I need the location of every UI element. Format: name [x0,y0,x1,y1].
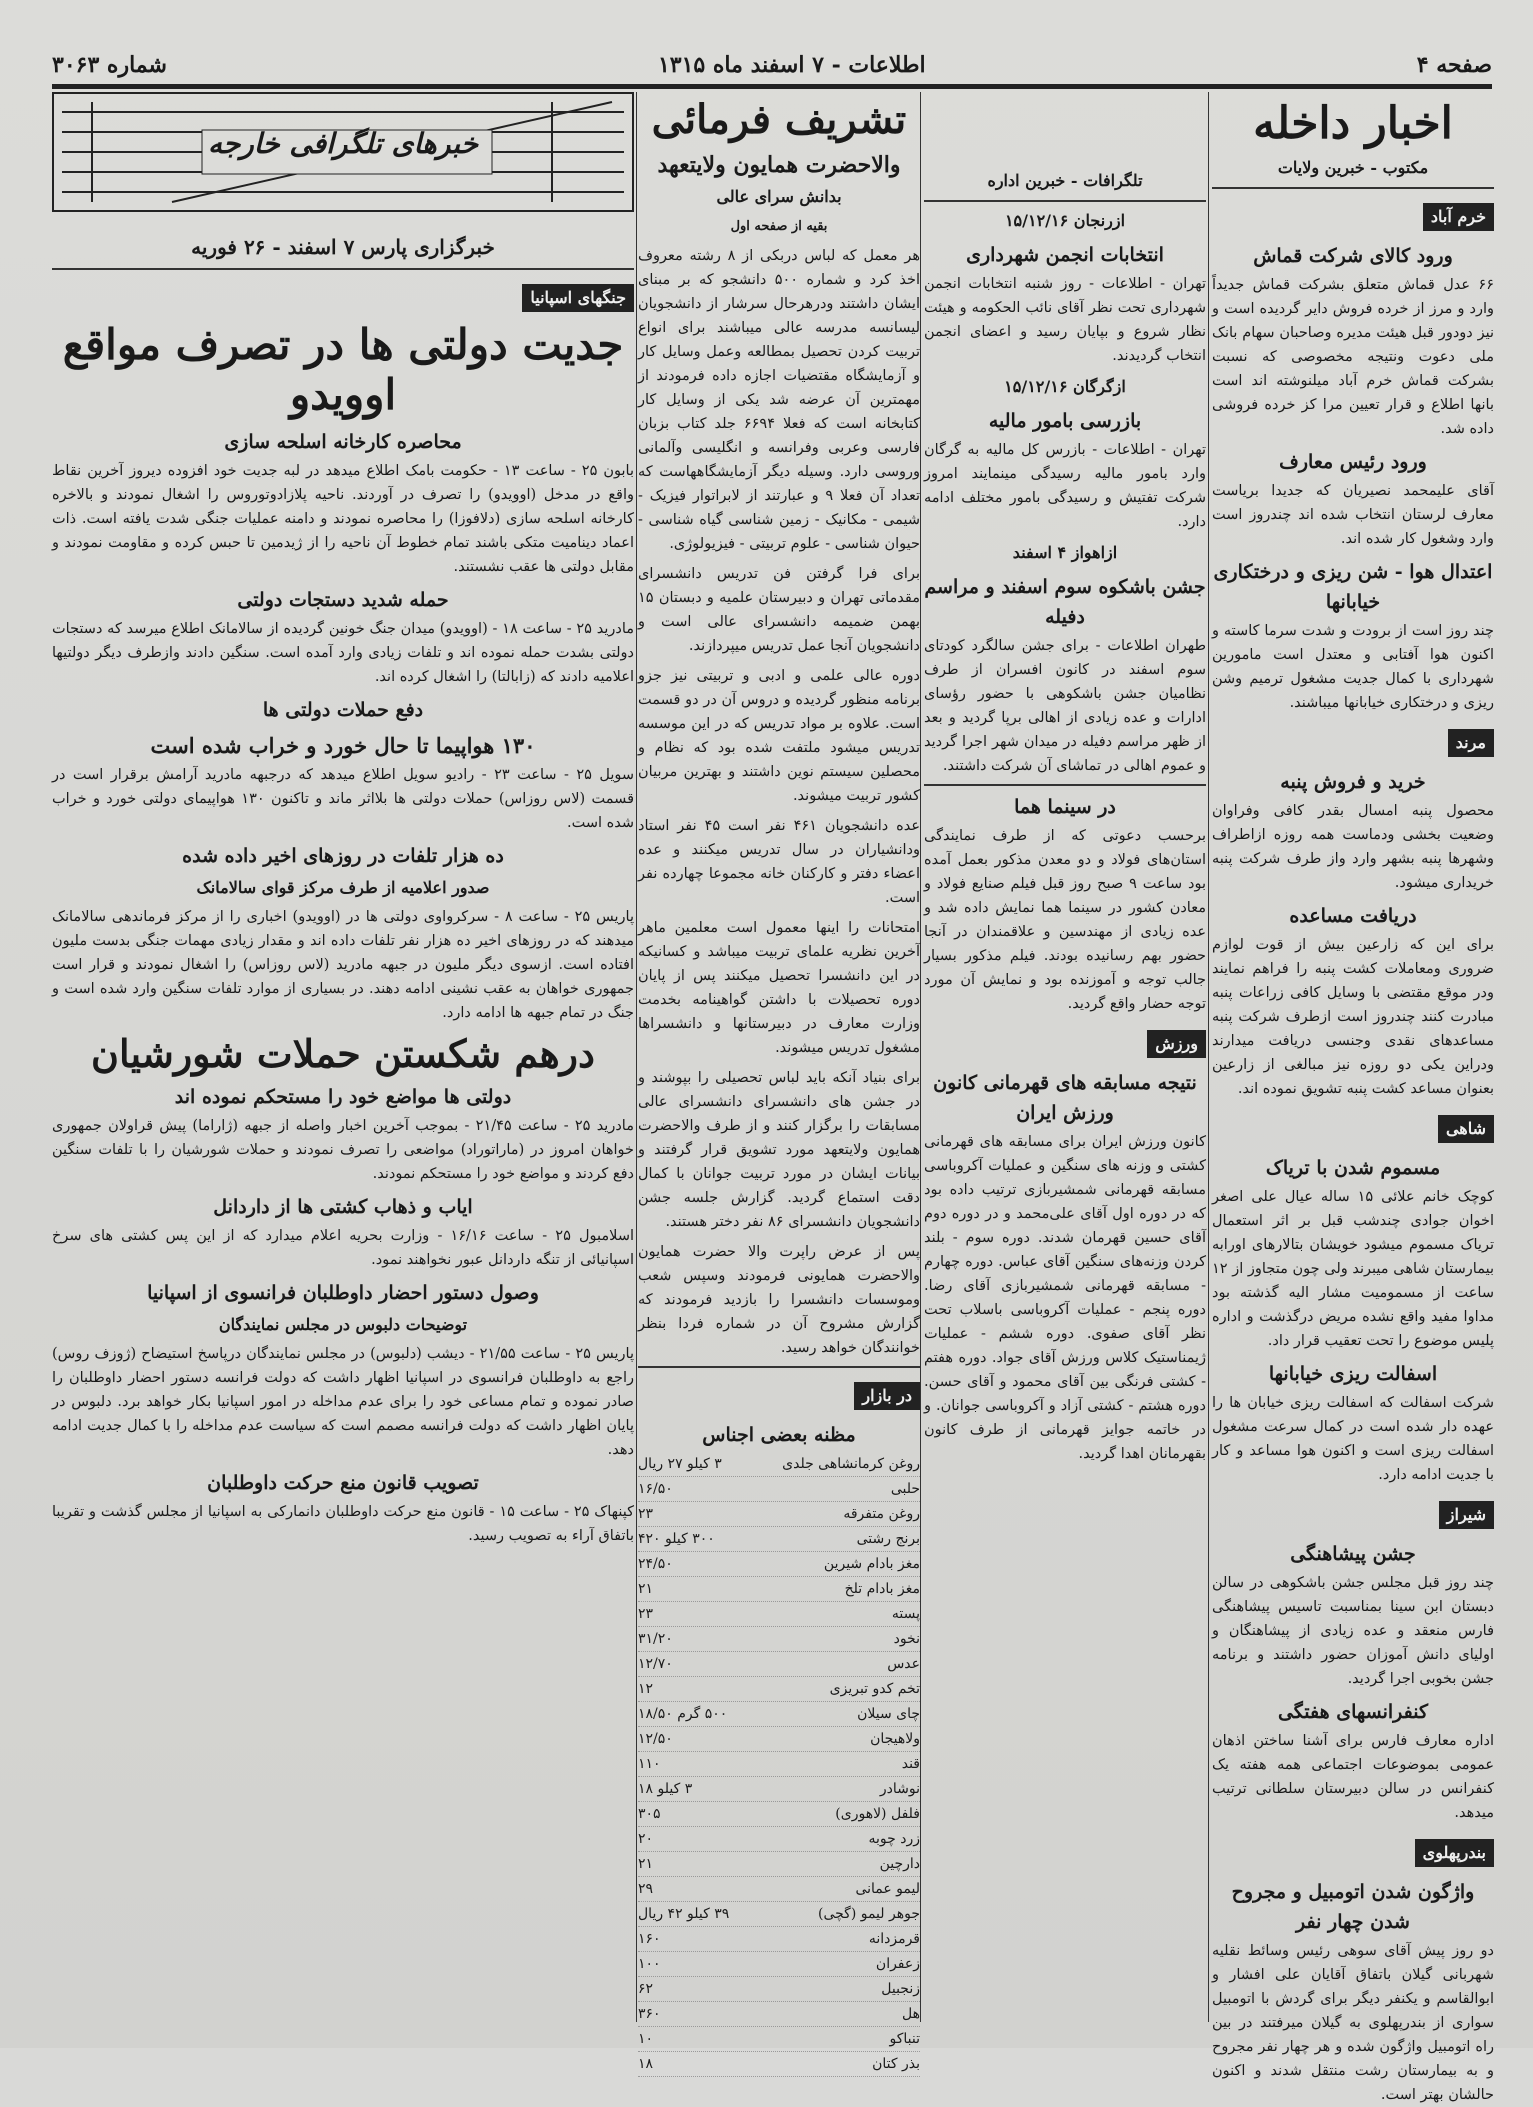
price-row [638,1452,920,1477]
issue-number: شماره ۳۰۶۳ [52,52,167,78]
price-row [638,2052,920,2077]
page-header [52,50,1492,80]
price-row [638,1577,920,1602]
column-telegrams [924,92,1206,2028]
article-paragraph: دوره عالی علمی و ادبی و تربیتی نیز جزو برنامه منظور گردیده و دروس آن در دو قسمت است. علاوه بر مواد تدریس که در این موسسه تدریس میشود ملتفت شده بود که نظام و محصلین سیستم نوین داشتند و بهترین مربیان کشور تربیت میشوند. [638,668,920,804]
news-headline: اعتدال هوا - شن ریزی و درختکاری خیابانها [1213,560,1493,613]
dateline: ازرنجان ۱۵/۱۲/۱۶ [1004,211,1126,230]
news-body: کوچک خانم علائی ۱۵ ساله عیال علی اصغر اخوان جوادی چندشب قبل بر اثر استعمال تریاک مسموم میشود خویشان بتالارهای اورابه بیمارستان شاهی میبرند ولی چون متجاوز از ۱۲ ساعت از مسمومیت مشار الیه گذشته بود مداوا مفید واقع نشده مریض درگذشت و اداره پلیس موضوع را تحت تعقیب قرار داد. [1212,1188,1495,1349]
news-headline: ورود رئیس معارف [1279,450,1427,473]
divider [52,268,634,270]
news-headline: وصول دستور احضار داوطلبان فرانسوی از اسپانیا [147,1282,539,1305]
commodity-price: ۳۶۰ [638,2006,661,2022]
commodity-price: ۲۳ [638,1506,654,1522]
news-body: طهران اطلاعات - برای جشن سالگرد کودتای سوم اسفند در کانون افسران از طرف نظامیان جشن باشکوهی با حضور رؤسای ادارات و عده زیادی از اهالی برپا گردید و بعد از ظهر مراسم دفیله در میدان شهر اجرا گردید و عموم اهالی در تماشای آن شرکت داشتند. [924,638,1206,774]
commodity-name: زنجبیل [881,1981,920,1997]
place-label: شیراز [1439,1501,1494,1529]
section-title: اخبار داخله [1253,98,1453,149]
news-headline: تصویب قانون منع حرکت داوطلبان [207,1472,479,1495]
commodity-name: تخم کدو تبریزی [829,1681,920,1697]
commodity-price: ۳۰۰ کیلو ۴۲۰ [638,1531,715,1547]
news-body: برای این که زارعین بیش از قوت لوازم ضروری ومعاملات کشت پنبه را فراهم نمایند ودر موقع مقتضی با وسایل کافی زراعات پنبه مبادرت کنند چندروز است ازطرف شرکت پنبه مساعدهای نقدی وجنسی دریافت میدارند ودراین یکی دو روزه نیز مبالغی از زارعین بعنوان مساعد کشت پنبه تشویق نموده اند. [1212,936,1494,1097]
commodity-price: ۳ کیلو ۲۷ ریال [638,1456,722,1472]
commodity-name: لیمو عمانی [855,1881,920,1897]
commodity-price: ۱۲/۷۰ [638,1656,673,1672]
commodity-price: ۲۱ [638,1856,654,1872]
commodity-price: ۳۱/۲۰ [638,1631,673,1647]
news-body: برحسب دعوتی که از طرف نمایندگی استان‌های فولاد و دو معدن مذکور بعمل آمده بود ساعت ۹ صبح روز قبل فیلم صنایع فولاد و معادن کشور در سینما هما نمایش داده شد و عده زیادی از مهندسین و علاقمندان در آنجا حضور بهم رسانیده بودند. فیلم مذکور بسیار جالب توجه و آموزنده بود و نمایش آن مورد توجه حضار واقع گردید. [924,828,1206,1012]
commodity-name: هل [902,2006,920,2022]
section-subtitle: تلگرافات - خبرین اداره [987,171,1143,190]
article-paragraph: برای بنیاد آنکه باید لباس تحصیلی را بپوشند و در جشن های دانشسرای دانشسرای عالی مسابقات را برگزار کنند و از طرف والاحضرت همایون ولایتعهد مورد تشویق قرار گرفتند و بیانات ایشان در مورد تربیت جوانان با کمال دقت استماع گردید. گزارش جلسه جشن دانشجویان دانشسرای ۸۶ نفر دختر هستند. [638,1070,920,1230]
main-headline: جدیت دولتی ها در تصرف مواقع اوویدو [62,320,624,420]
market-title: مظنه بعضی اجناس [702,1424,856,1446]
price-row [638,1852,920,1877]
news-headline: دریافت مساعده [1289,904,1417,927]
price-row [638,1477,920,1502]
news-agency-dateline: خبرگزاری پارس ۷ اسفند - ۲۶ فوریه [191,235,495,259]
article-paragraph: برای فرا گرفتن فن تدریس دانشسرای مقدماتی تهران و دبیرستان علمیه و دبستان ۱۵ بهمن ضمیمه دانشسرای عالی است و دانشجویان آنجا عمل تدریس میپردازند. [638,566,920,654]
price-row [638,1727,920,1752]
news-headline: انتخابات انجمن شهرداری [966,244,1164,266]
price-row [638,1702,920,1727]
news-headline: در سینما هما [1014,796,1116,818]
price-row [638,1552,920,1577]
header-rule [52,84,1492,89]
news-subheadline: توضیحات دلبوس در مجلس نمایندگان [218,1315,468,1335]
news-body: آقای علیمحمد نصیریان که جدیدا بریاست معارف لرستان انتخاب شده اند چندروز است وارد وشغول کار شده اند. [1212,482,1494,547]
commodity-name: جوهر لیمو (گچی) [817,1906,920,1922]
market-section-label: در بازار [854,1382,920,1410]
news-headline: اسفالت ریزی خیابانها [1268,1362,1438,1385]
commodity-price: ۳ کیلو ۱۸ [638,1781,693,1797]
commodity-name: نوشادر [879,1781,920,1797]
price-table [638,1452,920,2077]
sub-headline: محاصره کارخانه اسلحه سازی [224,430,462,453]
price-row [638,1752,920,1777]
commodity-price: ۳۹ کیلو ۴۲ ریال [638,1906,730,1922]
article-paragraph: امتحانات را اینها معمول است معلمین ماهر آخرین نظریه علمای تربیت میباشد و کسانیکه در این دانشسرا تحصیل میکنند پس از پایان دوره تحصیلات با داشتن گواهینامه بخدمت وزارت معارف در دبیرستانها و دانشسراها مشغول تدریس میشوند. [638,920,920,1056]
news-headline: جشن باشکوه سوم اسفند و مراسم دفیله [924,576,1206,628]
commodity-price: ۲۰ [638,1831,654,1847]
commodity-price: ۳۰۵ [638,1806,661,1822]
price-row [638,1977,920,2002]
news-headline: دفع حملات دولتی ها [262,698,424,721]
news-body: تهران - اطلاعات - روز شنبه انتخابات انجمن شهرداری تحت نظر آقای نائب الحکومه و هیئت نظار شروع و بپایان رسید و اعضای انجمن انتخاب گردیدند. [924,276,1206,364]
commodity-price: ۱۲ [638,1681,654,1697]
price-row [638,1502,920,1527]
commodity-name: پسته [891,1606,920,1622]
news-subheadline: صدور اعلامیه از طرف مرکز قوای سالامانک [196,877,490,897]
column-divider [1208,92,1209,2022]
commodity-name: روغن متفرقه [843,1506,920,1522]
commodity-price: ۱۸ [638,2056,654,2072]
commodity-name: مغز بادام تلخ [844,1581,920,1597]
divider [924,784,1206,786]
price-row [638,2002,920,2027]
news-headline: ده هزار تلفات در روزهای اخیر داده شده [182,844,504,867]
commodity-price: ۱۲/۵۰ [638,1731,673,1747]
commodity-price: ۱۶/۵۰ [638,1481,673,1497]
price-row [638,1777,920,1802]
column-foreign-telegrams [52,92,634,2028]
commodity-price: ۱۰۰ [638,1956,661,1972]
news-body: تهران - اطلاعات - بازرس کل مالیه به گرگان وارد بامور مالیه رسیدگی مینمایند امروز شرکت تفتیش و رسیدگی بامور مختلف ادامه دارد. [924,442,1206,530]
news-headline: حمله شدید دستجات دولتی [237,588,449,611]
divider [924,200,1206,202]
commodity-name: دارچین [879,1856,920,1872]
news-headline: ۱۳۰ هواپیما تا حال خورد و خراب شده است [150,732,536,758]
price-row [638,1627,920,1652]
dateline: ازگرگان ۱۵/۱۲/۱۶ [1004,377,1126,396]
continuation-note: بقیه از صفحه اول [730,219,828,234]
article-paragraph: پس از عرض راپرت والا حضرت همایون والاحضرت همایونی فرمودند وسپس شعب وموسسات دانشسرا را بازدید فرمودند که گزارش مشروح آن در شماره فردا بنظر خوانندگان خواهد رسید. [638,1244,920,1356]
sub-headline: دولتی ها مواضع خود را مستحکم نموده اند [174,1086,512,1109]
news-headline: ورود کالای شرکت قماش [1253,244,1453,267]
dateline: ازاهواز ۴ اسفند [1012,543,1118,562]
article-paragraph: عده دانشجویان ۴۶۱ نفر است ۴۵ نفر استاد ودانشیاران در سال تدریس میکنند و عده اعضاء دفتر و کارکنان خانه مجموعا چهارده نفر است. [638,818,920,906]
commodity-price: ۱۰ [638,2031,654,2047]
price-row [638,1652,920,1677]
commodity-name: تنباکو [889,2031,920,2047]
news-body: چند روز است از برودت و شدت سرما کاسته و اکنون هوا آفتابی و معتدل است مامورین شهرداری با کمال جدیت مشغول ترمیم وشن ریزی و درختکاری خیابانها میباشند. [1212,622,1494,711]
place-label: خرم آباد [1423,203,1494,231]
sport-headline: نتیجه مسابقه های قهرمانی کانون ورزش ایران [933,1072,1197,1124]
news-headline: ایاب و ذهاب کشتی ها از داردانل [213,1196,473,1219]
commodity-name: زرد چوبه [868,1831,920,1847]
column-crown-prince-visit [638,92,920,2072]
news-headline: کنفرانسهای هفتگی [1277,1700,1429,1723]
news-body: ۶۶ عدل قماش متعلق بشرکت قماش جدیداً وارد و مرز از خرده فروش دایر گردیده است و نیز دودور قبل هیئت مدیره وصاحبان سهام بانک ملی دعوت ونتیجه مخصوصی که نسبت بشرکت قماش خرم آباد میلنوشته اند است بانها اطلاع و قرار تعیین مرا کز خرده فروشی داده شد. [1212,276,1494,437]
commodity-name: نخود [893,1631,920,1647]
commodity-price: ۱۱۰ [638,1756,661,1772]
news-body: بابون ۲۵ - ساعت ۱۳ - حکومت بامک اطلاع میدهد در لبه جدیت خود افزوده دیروز آخرین نقاط واقع در مدخل (اوویدو) را تصرف در آوردند. ناحیه پلازادوتوروس را اشغال نمودند و بالاخره کارخانه اسلحه سازی (دلافوزا) را محاصره نمودند و دامنه عملیات جنگی شدت یافته است. ذات اعماد دینامیت متکی باشند تمام خطوط آن ناحیه را از ژیدمین تا حبس کرده و مقاومت نمودند و مقابل دولتی ها عقب نشستند. [52,462,634,575]
commodity-price: ۲۹ [638,1881,654,1897]
price-row [638,2027,920,2052]
price-row [638,1602,920,1627]
section-label: جنگهای اسپانیا [522,284,634,312]
commodity-name: چای سیلان [857,1706,920,1722]
news-body: مادرید ۲۵ - ساعت ۱۸ - (اوویدو) میدان جنگ خونین گردیده از سالامانک اطلاع میرسد که دستجات دولتی بشدت حمله نموده اند و تلفات زیادی وارد آمده است. سنگین دادند وازطرف دیگر دولتیها اعلامیه دادند که (زابالتا) را اشغال کرده اند. [52,620,635,685]
commodity-name: قرمزدانه [868,1931,920,1947]
news-headline: جشن پیشاهنگی [1290,1542,1416,1565]
spacer [924,92,1206,164]
news-body: اسلامبول ۲۵ - ساعت ۱۶/۱۶ - وزارت بحریه اعلام میدارد که از این پس کشتی های سرخ اسپانیائی از تنگه داردانل عبور نخواهند نمود. [52,1228,635,1269]
commodity-price: ۵۰۰ گرم ۱۸/۵۰ [638,1706,728,1722]
commodity-name: حلبی [890,1481,920,1497]
news-body: شرکت اسفالت که اسفالت ریزی خیابان ها را عهده دار شده است در کمال سرعت مشغول اسفالت ریزی است و اکنون هوا مساعد و کار با جدیت ادامه دارد. [1212,1394,1494,1483]
section-subtitle: مکتوب - خبرین ولایات [1277,157,1429,177]
commodity-name: عدس [887,1656,920,1672]
column-divider [920,92,921,2022]
divider [638,1366,920,1368]
price-row [638,1802,920,1827]
commodity-name: فلفل (لاهوری) [835,1806,920,1822]
news-body: کپنهاک ۲۵ - ساعت ۱۵ - قانون منع حرکت داوطلبان دانمارکی به اسپانیا از مجلس گذشت و تقریبا باتفاق آراء به تصویب رسید. [52,1504,634,1545]
page-number: صفحه ۴ [1416,52,1492,78]
divider [1212,187,1494,189]
place-label: شاهی [1438,1115,1494,1143]
news-body: دو روز پیش آقای سوهی رئیس وسائط نقلیه شهربانی گیلان باتفاق آقایان علی افشار و ابوالقاسم و یکنفر دیگر برای گردش با اتومبیل سواری از بندرپهلوی به گیلان میرفتند در بین راه اتومبیل واژگون شده و هر چهار نفر مجروح و به بیمارستان رشت منتقل شدند و اکنون حالشان بهتر است. [1212,1942,1494,2103]
article-paragraph: هر معمل که لباس دربکی از ۸ رشته معروف اخذ کرد و شماره ۵۰۰ دانشجو که بر مبنای ایشان داشتند ودرهرحال سرشار از دانشجویان لیسانسه مدرسه عالی میباشند برای انواع تربیت کردن تحصیل بمطالعه وعمل وسایل کار و آزمایشگاه مقتضیات اجازه داده فرمودند از مهمترین آن عرضه شد یکی از وسایل کار کتابخانه است که فعلا ۶۶۹۴ جلد کتاب بزبان فارسی وعربی وفرانسه و انگلیسی وآلمانی وروسی دارد. وسیله دیگر آزمایشگاههاست که تعداد آن فعلا ۹ و عبارتند از لابراتوار فیزیک - شیمی - مکانیک - زمین شناسی گیاه شناسی - حیوان شناسی - علوم تربیتی - فیزیولوژی. [638,248,920,552]
commodity-name: زعفران [875,1956,920,1972]
news-body: پاریس ۲۵ - ساعت ۸ - سرکرواوی دولتی ها در (اوویدو) اخباری را از مرکز فرماندهی سالامانک میدهند که در روزهای اخیر ده هزار نفر تلفات داده اند و مقدار زیادی مهمات جنگی بدست ملیون افتاده است. ازسوی دیگر ملیون در جبهه مادرید (لاس روزاس) را اشغال نمودند و قرار است جمهوری خواهان به عقب نشینی ادامه دهند. در بسیاری از موارد تلفات سنگین وارد شده است و جنگ در تمام جبهه ها ادامه دارد. [52,908,635,1021]
main-headline-2: درهم شکستن حملات شورشیان [91,1030,595,1076]
price-row [638,1877,920,1902]
news-headline: واژگون شدن اتومبیل و مجروح شدن چهار نفر [1231,1880,1475,1933]
sport-section-label: ورزش [1147,1030,1206,1058]
price-row [638,1952,920,1977]
news-headline: مسموم شدن با تریاک [1265,1156,1441,1179]
masthead-date: اطلاعات - ۷ اسفند ماه ۱۳۱۵ [657,52,926,78]
commodity-price: ۲۴/۵۰ [638,1556,673,1572]
banner-title: خبرهای تلگرافی خارجه [207,127,479,160]
price-row [638,1527,920,1552]
column-divider [636,92,637,2022]
commodity-price: ۱۶۰ [638,1931,661,1947]
commodity-name: مغز بادام شیرین [823,1556,920,1572]
price-row [638,1902,920,1927]
news-body: مادرید ۲۵ - ساعت ۲۱/۴۵ - بموجب آخرین اخبار واصله از جبهه (ژاراما) پیش قراولان جمهوری خواهان امروز در (ماراتوراد) مواضعی را تصرف نمودند و حملات شورشیان را با تلفات سنگین دفع کردند و مواضع خود را مستحکم نمودند. [52,1118,634,1183]
news-body: چند روز قبل مجلس جشن باشکوهی در سالن دبستان ابن سینا بمناسبت تاسیس پیشاهنگی فارس منعقد و عده زیادی از پیشاهنگان و اولیای دانش آموزان حضور داشتند و برنامه جشن بخوبی اجرا گردید. [1212,1574,1494,1687]
commodity-price: ۶۲ [638,1981,654,1997]
news-headline: خرید و فروش پنبه [1280,770,1426,793]
news-body: محصول پنبه امسال بقدر کافی وفراوان وضعیت بخشی ودماست همه روزه ازاطراف وشهرها پنبه بشهر وارد واز طرف شرکت پنبه خریداری میشود. [1212,802,1494,891]
sport-body: کانون ورزش ایران برای مسابقه های قهرمانی کشتی و وزنه های سنگین و عملیات آکروباسی مسابقه قهرمانی شمشیربازی ترتیب داده بود که در دوره اول آقای علی‌محمد و در دوره دوم آقای حسین قهرمان شدند. دوره سوم - بلند کردن وزنه‌های سنگین آقای عباس. دوره چهارم - مسابقه قهرمانی شمشیربازی آقای رضا. دوره پنجم - عملیات آکروباسی باسلاب تحت نظر آقای صفوی. دوره ششم - عملیات ژیمناستیک کلاس ورزش آقای جواد. دوره هفتم - کشتی فرنگی بین آقای محمود و آقای حسن. دوره هشتم - کشتی آزاد و آکروباسی جوانان. و در خاتمه جوایز قهرمانی از طرف کانون بقهرمانان اهدا گردید. [924,1134,1206,1462]
commodity-name: برنج رشتی [856,1531,920,1547]
commodity-name: روغن کرمانشاهی جلدی [782,1456,920,1472]
article-title: تشریف فرمائی [651,96,907,143]
commodity-price: ۲۳ [638,1606,654,1622]
place-label: بندرپهلوی [1415,1839,1494,1867]
news-body: اداره معارف فارس برای آشنا ساختن اذهان عمومی بموضوعات اجتماعی همه هفته یک کنفرانس در سالن دبیرستان سلطانی ترتیب میدهد. [1212,1732,1494,1821]
price-row [638,1827,920,1852]
commodity-name: قند [901,1756,920,1772]
news-headline: بازرسی بامور مالیه [988,410,1142,432]
article-subtitle-2: بدانش سرای عالی [716,187,842,206]
news-body: پاریس ۲۵ - ساعت ۲۱/۵۵ - دیشب (دلبوس) در مجلس نمایندگان درپاسخ استیضاح (ژوزف روس) راجع به داوطلبان فرانسوی در اسپانیا اظهار داشت که دولت فرانسه دستور احضار داوطلبان را صادر نموده و تمام مساعی خود را برای عدم مداخله در امور اسپانیا بکار خواهد برد. دلبوس در پایان اظهار داشت که دولت فرانسه مصمم است که سیاست عدم مداخله را با کمال جدیت ادامه دهد. [52,1346,634,1459]
article-subtitle: والاحضرت همایون ولایتعهد [657,152,901,178]
place-label: مرند [1448,729,1494,757]
commodity-name: ولاهیجان [870,1731,920,1747]
news-body: سویل ۲۵ - ساعت ۲۳ - رادیو سویل اطلاع میدهد که درجبهه مادرید آرامش برقرار است در قسمت (لاس روزاس) حملات دولتی ها بلااثر ماند و تاکنون ۱۳۰ هواپیمای دولتی خورد و خراب شده است. [52,766,635,831]
price-row [638,1677,920,1702]
price-row [638,1927,920,1952]
commodity-name: بذر کتان [872,2056,920,2072]
column-domestic-provinces [1212,92,1495,2103]
commodity-price: ۲۱ [638,1581,654,1597]
